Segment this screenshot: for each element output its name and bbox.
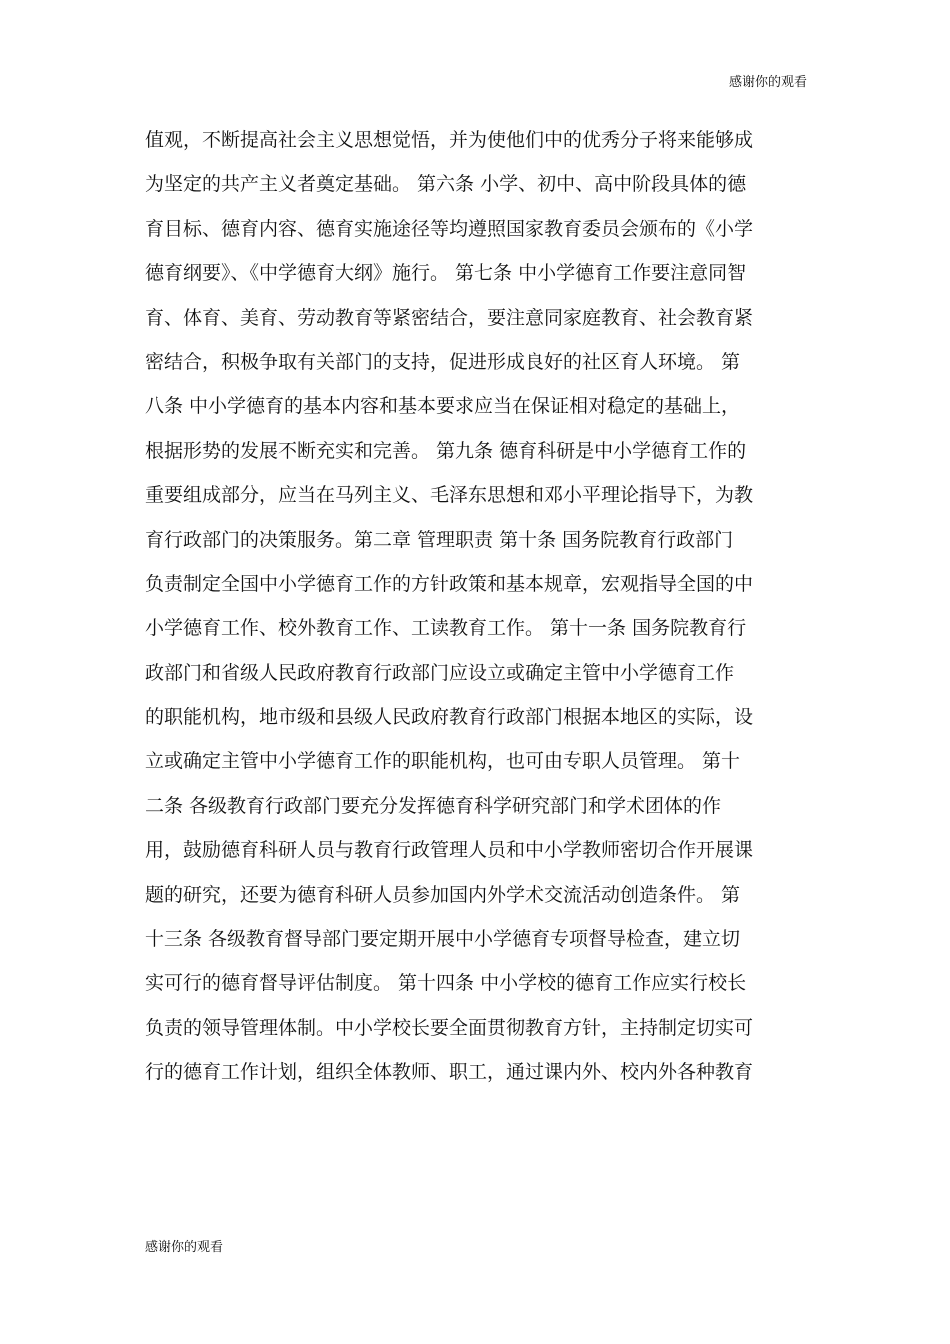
text-line: 负责的领导管理体制。中小学校长要全面贯彻教育方针，主持制定切实可 bbox=[145, 1016, 754, 1039]
text-line: 的职能机构，地市级和县级人民政府教育行政部门根据本地区的实际，设 bbox=[145, 706, 754, 729]
text-line: 育、体育、美育、劳动教育等紧密结合，要注意同家庭教育、社会教育紧 bbox=[145, 306, 754, 329]
text-line: 德育纲要》、《中学德育大纲》施行。 第七条 中小学德育工作要注意同智 bbox=[145, 262, 747, 285]
text-line: 十三条 各级教育督导部门要定期开展中小学德育专项督导检查，建立切 bbox=[145, 928, 741, 951]
text-line: 实可行的德育督导评估制度。 第十四条 中小学校的德育工作应实行校长 bbox=[145, 972, 747, 995]
text-line: 育行政部门的决策服务。第二章 管理职责 第十条 国务院教育行政部门 bbox=[145, 528, 734, 551]
text-line: 重要组成部分，应当在马列主义、毛泽东思想和邓小平理论指导下，为教 bbox=[145, 484, 754, 507]
text-line: 二条 各级教育行政部门要充分发挥德育科学研究部门和学术团体的作 bbox=[145, 794, 722, 817]
text-line: 根据形势的发展不断充实和完善。 第九条 德育科研是中小学德育工作的 bbox=[145, 439, 747, 462]
text-line: 政部门和省级人民政府教育行政部门应设立或确定主管中小学德育工作 bbox=[145, 661, 735, 684]
text-line: 为坚定的共产主义者奠定基础。 第六条 小学、初中、高中阶段具体的德 bbox=[145, 173, 747, 196]
text-line: 小学德育工作、校外教育工作、工读教育工作。 第十一条 国务院教育行 bbox=[145, 617, 747, 640]
text-line: 值观，不断提高社会主义思想觉悟，并为使他们中的优秀分子将来能够成 bbox=[145, 129, 754, 151]
text-line: 育目标、德育内容、德育实施途径等均遵照国家教育委员会颁布的《小学 bbox=[145, 217, 754, 240]
page-footer: 感谢你的观看 bbox=[145, 1240, 224, 1255]
text-line: 八条 中小学德育的基本内容和基本要求应当在保证相对稳定的基础上， bbox=[145, 395, 741, 418]
page-header: 感谢你的观看 bbox=[728, 75, 807, 90]
text-line: 题的研究，还要为德育科研人员参加国内外学术交流活动创造条件。 第 bbox=[145, 883, 741, 906]
text-line: 负责制定全国中小学德育工作的方针政策和基本规章，宏观指导全国的中 bbox=[145, 572, 754, 595]
text-line: 行的德育工作计划，组织全体教师、职工，通过课内外、校内外各种教育 bbox=[145, 1061, 754, 1084]
text-line: 立或确定主管中小学德育工作的职能机构，也可由专职人员管理。 第十 bbox=[145, 750, 741, 773]
body-text bbox=[145, 118, 815, 1095]
text-line: 密结合，积极争取有关部门的支持，促进形成良好的社区育人环境。 第 bbox=[145, 350, 741, 373]
text-line: 用，鼓励德育科研人员与教育行政管理人员和中小学教师密切合作开展课 bbox=[145, 839, 754, 862]
